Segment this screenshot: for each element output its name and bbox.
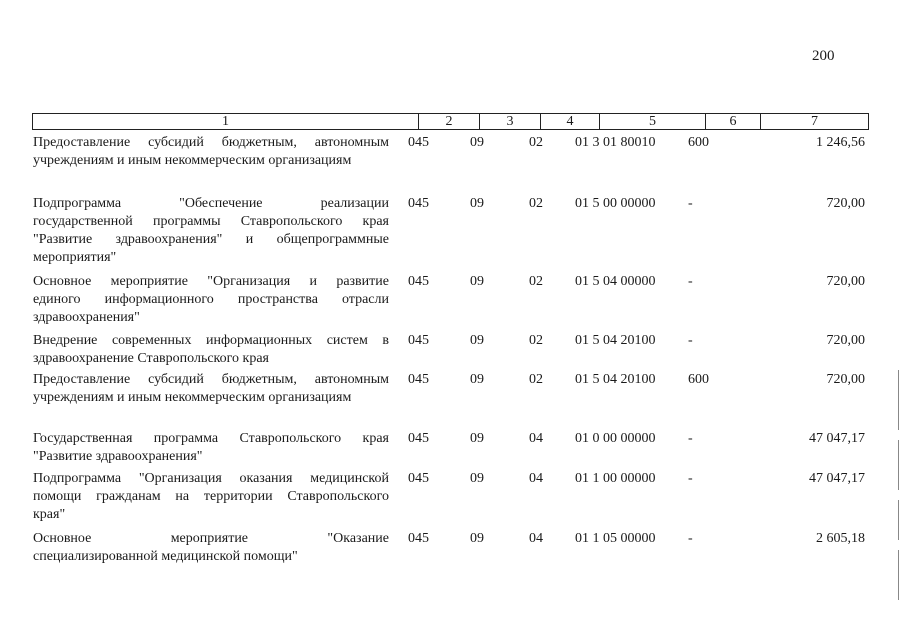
row-name-line: Государственная программа Ставропольского края (33, 431, 389, 446)
cell-target-code: 01 1 05 00000 (575, 531, 656, 546)
cell-expense-type: - (688, 431, 693, 446)
cell-ministry: 045 (408, 274, 429, 289)
header-cell-3: 3 (506, 114, 514, 129)
cell-section: 09 (470, 333, 484, 348)
row-name-line: помощи гражданам на территории Ставропольского (33, 489, 389, 504)
cell-subsection: 04 (529, 431, 543, 446)
row-name-line: Внедрение современных информационных систем в (33, 333, 389, 348)
cell-section: 09 (470, 135, 484, 150)
cell-ministry: 045 (408, 135, 429, 150)
cell-expense-type: 600 (688, 135, 709, 150)
header-cell-5: 5 (649, 114, 656, 129)
header-cell-4: 4 (566, 114, 574, 129)
cell-expense-type: - (688, 274, 693, 289)
cell-subsection: 02 (529, 274, 543, 289)
cell-section: 09 (470, 196, 484, 211)
row-name-line: Подпрограмма "Организация оказания медицинской (33, 471, 389, 486)
cell-subsection: 02 (529, 135, 543, 150)
cell-amount: 2 605,18 (816, 531, 865, 546)
scan-mark (898, 550, 899, 600)
cell-expense-type: - (688, 531, 693, 546)
row-name-line: мероприятия" (33, 250, 117, 265)
cell-ministry: 045 (408, 431, 429, 446)
cell-amount: 720,00 (826, 274, 865, 289)
cell-amount: 720,00 (826, 372, 865, 387)
scan-edge-marks (898, 370, 902, 610)
row-name-line: Предоставление субсидий бюджетным, автономным (33, 135, 389, 150)
row-name (33, 195, 389, 267)
row-name-line: здравоохранения" (33, 310, 140, 325)
row-name-line: края" (33, 507, 66, 522)
cell-section: 09 (470, 372, 484, 387)
cell-expense-type: - (688, 196, 693, 211)
row-name (33, 273, 389, 327)
row-name-line: Предоставление субсидий бюджетным, автономным (33, 372, 389, 387)
row-name-line: учреждениям и иным некоммерческим организациям (33, 390, 352, 405)
cell-ministry: 045 (408, 471, 429, 486)
cell-ministry: 045 (408, 333, 429, 348)
cell-target-code: 01 1 00 00000 (575, 471, 656, 486)
cell-section: 09 (470, 471, 484, 486)
row-name-line: "Развитие здравоохранения" и общепрограммные (33, 232, 389, 247)
cell-expense-type: - (688, 471, 693, 486)
cell-amount: 47 047,17 (809, 471, 865, 486)
cell-amount: 1 246,56 (816, 135, 865, 150)
cell-subsection: 02 (529, 196, 543, 211)
cell-target-code: 01 0 00 00000 (575, 431, 656, 446)
cell-ministry: 045 (408, 531, 429, 546)
cell-subsection: 04 (529, 471, 543, 486)
row-name-line: "Развитие здравоохранения" (33, 449, 203, 464)
scan-mark (898, 440, 899, 490)
row-name-line: государственной программы Ставропольского края (33, 214, 389, 229)
cell-target-code: 01 5 00 00000 (575, 196, 656, 211)
row-name (33, 430, 389, 466)
cell-target-code: 01 5 04 20100 (575, 333, 656, 348)
cell-target-code: 01 3 01 80010 (575, 135, 656, 150)
cell-section: 09 (470, 431, 484, 446)
header-cell-1: 1 (222, 114, 229, 129)
row-name-line: единого информационного пространства отрасли (33, 292, 389, 307)
row-name (33, 530, 389, 566)
cell-expense-type: - (688, 333, 693, 348)
cell-ministry: 045 (408, 196, 429, 211)
row-name (33, 134, 389, 170)
scan-mark (898, 370, 899, 430)
cell-subsection: 04 (529, 531, 543, 546)
header-cell-7: 7 (811, 114, 818, 129)
cell-amount: 720,00 (826, 333, 865, 348)
row-name-line: здравоохранение Ставропольского края (33, 351, 269, 366)
row-name-line: специализированной медицинской помощи" (33, 549, 298, 564)
row-name-line: Основное мероприятие "Организация и развитие (33, 274, 389, 289)
cell-target-code: 01 5 04 20100 (575, 372, 656, 387)
cell-expense-type: 600 (688, 372, 709, 387)
cell-section: 09 (470, 274, 484, 289)
cell-target-code: 01 5 04 00000 (575, 274, 656, 289)
row-name (33, 332, 389, 368)
cell-subsection: 02 (529, 333, 543, 348)
header-cell-2: 2 (445, 114, 453, 129)
row-name-line: Основное мероприятие "Оказание (33, 531, 389, 546)
scan-mark (898, 500, 899, 540)
row-name-line: Подпрограмма "Обеспечение реализации (33, 196, 389, 211)
cell-amount: 720,00 (826, 196, 865, 211)
cell-subsection: 02 (529, 372, 543, 387)
row-name-line: учреждениям и иным некоммерческим организациям (33, 153, 352, 168)
table-header (32, 113, 869, 130)
page-number: 200 (812, 48, 835, 64)
row-name (33, 371, 389, 407)
cell-ministry: 045 (408, 372, 429, 387)
cell-amount: 47 047,17 (809, 431, 865, 446)
cell-section: 09 (470, 531, 484, 546)
header-cell-6: 6 (729, 114, 737, 129)
row-name (33, 470, 389, 524)
